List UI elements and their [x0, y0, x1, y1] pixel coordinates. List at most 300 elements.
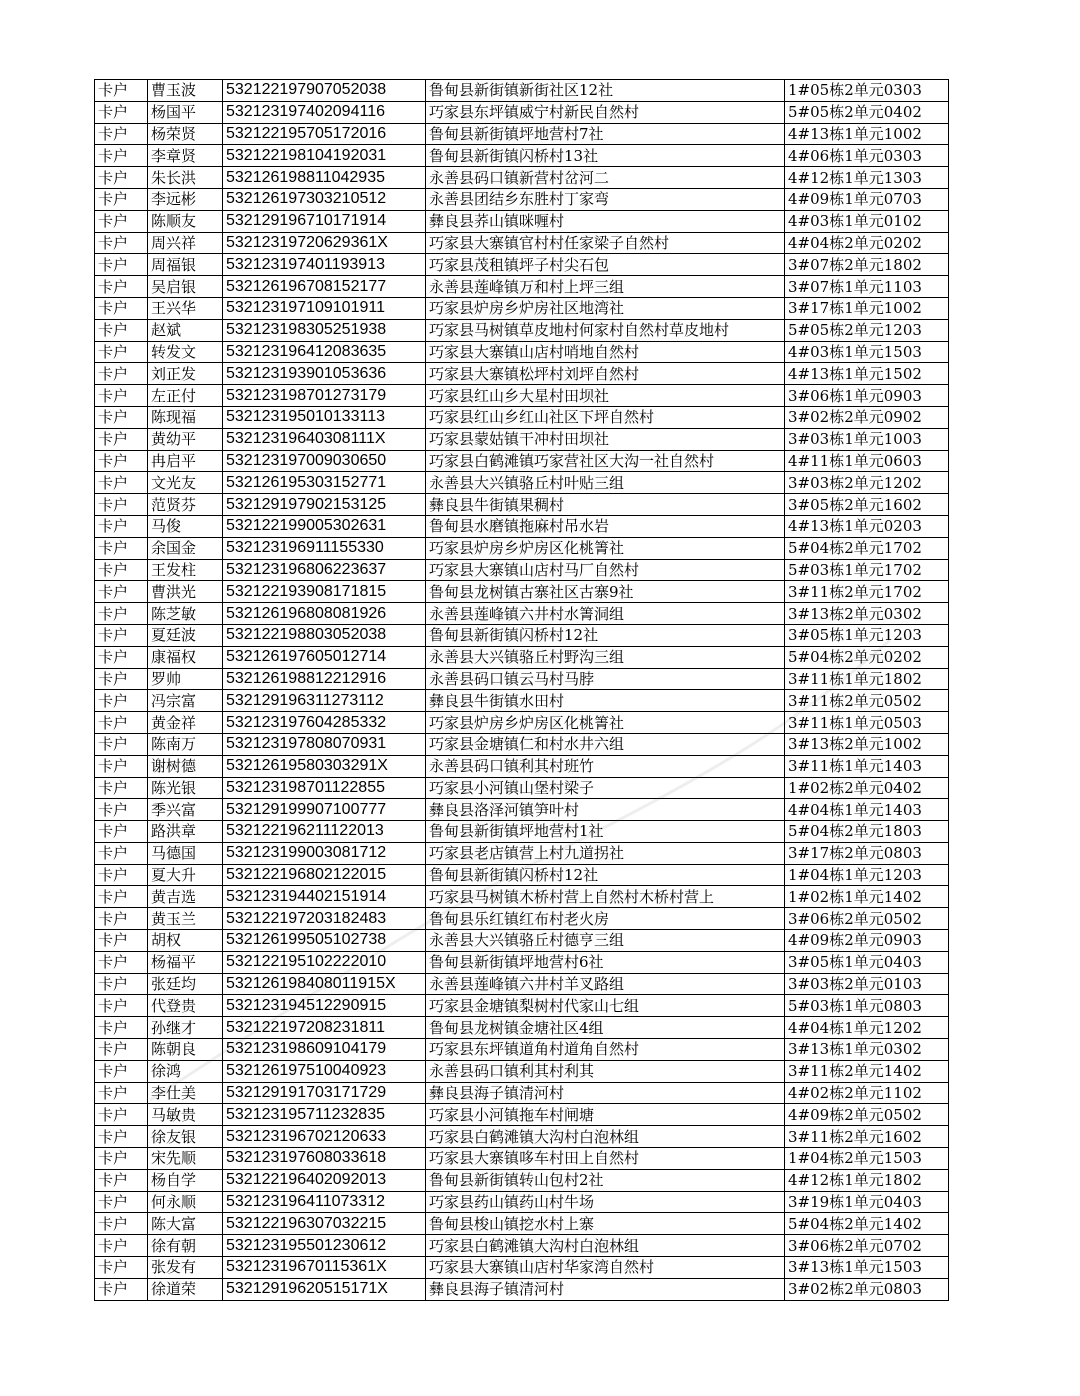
household-type-cell: 卡户 [95, 733, 148, 755]
address-cell: 巧家县大寨镇山店村华家湾自然村 [426, 1257, 785, 1279]
id-number-cell: 532129196311273112 [223, 690, 426, 712]
table-row [95, 886, 949, 908]
id-number-cell: 532123198701122855 [223, 777, 426, 799]
unit-cell: 5#05栋2单元1203 [785, 319, 949, 341]
address-cell: 鲁甸县新街镇闪桥村12社 [426, 624, 785, 646]
table-row [95, 232, 949, 254]
unit-cell: 4#13栋1单元0203 [785, 515, 949, 537]
unit-cell: 3#13栋1单元1503 [785, 1257, 949, 1279]
address-cell: 巧家县红山乡大星村田坝社 [426, 385, 785, 407]
unit-cell: 1#04栋1单元1203 [785, 864, 949, 886]
household-type-cell: 卡户 [95, 319, 148, 341]
unit-cell: 4#06栋1单元0303 [785, 145, 949, 167]
household-type-cell: 卡户 [95, 1060, 148, 1082]
unit-cell: 4#04栋1单元1202 [785, 1017, 949, 1039]
household-type-cell: 卡户 [95, 1082, 148, 1104]
table-row [95, 668, 949, 690]
table-row [95, 951, 949, 973]
household-type-cell: 卡户 [95, 385, 148, 407]
table-row [95, 101, 949, 123]
name-cell: 陈芝敏 [148, 603, 223, 625]
name-cell: 黄玉兰 [148, 908, 223, 930]
name-cell: 宋先顺 [148, 1148, 223, 1170]
unit-cell: 3#02栋2单元0803 [785, 1278, 949, 1300]
address-cell: 永善县码口镇新营村岔河二 [426, 167, 785, 189]
table-row [95, 1039, 949, 1061]
household-type-cell: 卡户 [95, 101, 148, 123]
address-cell: 彝良县牛街镇水田村 [426, 690, 785, 712]
name-cell: 张发有 [148, 1257, 223, 1279]
id-number-cell: 532123197808070931 [223, 733, 426, 755]
id-number-cell: 532122199005302631 [223, 515, 426, 537]
household-type-cell: 卡户 [95, 1235, 148, 1257]
unit-cell: 3#17栋2单元0803 [785, 842, 949, 864]
table-row [95, 1278, 949, 1300]
table-row [95, 1060, 949, 1082]
unit-cell: 1#05栋2单元0303 [785, 80, 949, 102]
address-cell: 鲁甸县龙树镇金塘社区4组 [426, 1017, 785, 1039]
id-number-cell: 532123195010133113 [223, 406, 426, 428]
name-cell: 冯宗富 [148, 690, 223, 712]
household-type-cell: 卡户 [95, 123, 148, 145]
name-cell: 杨自学 [148, 1169, 223, 1191]
name-cell: 周兴祥 [148, 232, 223, 254]
id-number-cell: 532123196911155330 [223, 537, 426, 559]
household-type-cell: 卡户 [95, 1169, 148, 1191]
household-type-cell: 卡户 [95, 472, 148, 494]
household-type-cell: 卡户 [95, 188, 148, 210]
address-cell: 永善县大兴镇骆丘村德亨三组 [426, 930, 785, 952]
table-row [95, 603, 949, 625]
name-cell: 李章贤 [148, 145, 223, 167]
address-cell: 永善县码口镇利其村利其 [426, 1060, 785, 1082]
household-type-cell: 卡户 [95, 646, 148, 668]
name-cell: 杨福平 [148, 951, 223, 973]
household-type-cell: 卡户 [95, 1191, 148, 1213]
household-type-cell: 卡户 [95, 254, 148, 276]
name-cell: 刘正发 [148, 363, 223, 385]
name-cell: 徐友银 [148, 1126, 223, 1148]
unit-cell: 3#13栋1单元0302 [785, 1039, 949, 1061]
id-number-cell: 532122196402092013 [223, 1169, 426, 1191]
table-row [95, 1257, 949, 1279]
id-number-cell: 53212319670115361X [223, 1257, 426, 1279]
unit-cell: 1#04栋2单元1503 [785, 1148, 949, 1170]
address-cell: 巧家县东坪镇威宁村新民自然村 [426, 101, 785, 123]
table-row [95, 537, 949, 559]
id-number-cell: 532126198812212916 [223, 668, 426, 690]
name-cell: 黄金祥 [148, 712, 223, 734]
name-cell: 陈南万 [148, 733, 223, 755]
table-row [95, 319, 949, 341]
unit-cell: 3#11栋1单元1403 [785, 755, 949, 777]
table-row [95, 341, 949, 363]
unit-cell: 3#03栋1单元1003 [785, 428, 949, 450]
id-number-cell: 532126198811042935 [223, 167, 426, 189]
address-cell: 巧家县马树镇木桥村营上自然村木桥村营上 [426, 886, 785, 908]
id-number-cell: 532126199505102738 [223, 930, 426, 952]
unit-cell: 3#06栋2单元0702 [785, 1235, 949, 1257]
household-type-cell: 卡户 [95, 973, 148, 995]
name-cell: 李仕美 [148, 1082, 223, 1104]
unit-cell: 3#11栋2单元0502 [785, 690, 949, 712]
household-type-cell: 卡户 [95, 799, 148, 821]
address-cell: 巧家县炉房乡炉房区化桃箐社 [426, 537, 785, 559]
household-type-cell: 卡户 [95, 80, 148, 102]
id-number-cell: 53212919620515171X [223, 1278, 426, 1300]
household-type-cell: 卡户 [95, 559, 148, 581]
name-cell: 赵斌 [148, 319, 223, 341]
unit-cell: 4#11栋1单元0603 [785, 450, 949, 472]
address-cell: 巧家县白鹤滩镇大沟村白泡林组 [426, 1235, 785, 1257]
name-cell: 夏廷波 [148, 624, 223, 646]
name-cell: 季兴富 [148, 799, 223, 821]
household-type-cell: 卡户 [95, 167, 148, 189]
unit-cell: 4#13栋1单元1502 [785, 363, 949, 385]
household-type-cell: 卡户 [95, 581, 148, 603]
household-type-cell: 卡户 [95, 842, 148, 864]
unit-cell: 3#02栋2单元0902 [785, 406, 949, 428]
address-cell: 巧家县马树镇草皮地村何家村自然村草皮地村 [426, 319, 785, 341]
name-cell: 陈顺友 [148, 210, 223, 232]
unit-cell: 3#11栋2单元1402 [785, 1060, 949, 1082]
address-cell: 巧家县小河镇拖车村闸塘 [426, 1104, 785, 1126]
name-cell: 范贤芬 [148, 494, 223, 516]
id-number-cell: 532122197208231811 [223, 1017, 426, 1039]
id-number-cell: 532126197303210512 [223, 188, 426, 210]
table-row [95, 1082, 949, 1104]
id-number-cell: 532123197401193913 [223, 254, 426, 276]
table-row [95, 80, 949, 102]
table-row [95, 1104, 949, 1126]
name-cell: 曹玉波 [148, 80, 223, 102]
id-number-cell: 532123198305251938 [223, 319, 426, 341]
household-type-cell: 卡户 [95, 1148, 148, 1170]
address-cell: 巧家县炉房乡炉房社区地湾社 [426, 297, 785, 319]
id-number-cell: 532126196708152177 [223, 276, 426, 298]
unit-cell: 5#04栋2单元1702 [785, 537, 949, 559]
unit-cell: 3#03栋2单元1202 [785, 472, 949, 494]
household-type-cell: 卡户 [95, 777, 148, 799]
table-row [95, 864, 949, 886]
address-cell: 彝良县洛泽河镇笋叶村 [426, 799, 785, 821]
household-type-cell: 卡户 [95, 232, 148, 254]
id-number-cell: 532123194402151914 [223, 886, 426, 908]
name-cell: 徐有朝 [148, 1235, 223, 1257]
address-cell: 巧家县大寨镇山店村哨地自然村 [426, 341, 785, 363]
table-row [95, 1191, 949, 1213]
unit-cell: 4#04栋1单元1403 [785, 799, 949, 821]
address-cell: 巧家县大寨镇松坪村刘坪自然村 [426, 363, 785, 385]
address-cell: 巧家县金塘镇仁和村水井六组 [426, 733, 785, 755]
id-number-cell: 53212319640308111X [223, 428, 426, 450]
unit-cell: 3#11栋2单元1602 [785, 1126, 949, 1148]
household-type-cell: 卡户 [95, 821, 148, 843]
table-row [95, 167, 949, 189]
table-row [95, 908, 949, 930]
name-cell: 马俊 [148, 515, 223, 537]
address-cell: 彝良县海子镇清河村 [426, 1082, 785, 1104]
household-type-cell: 卡户 [95, 690, 148, 712]
address-cell: 彝良县海子镇清河村 [426, 1278, 785, 1300]
id-number-cell: 532122196211122013 [223, 821, 426, 843]
unit-cell: 4#03栋1单元1503 [785, 341, 949, 363]
address-cell: 鲁甸县新街镇坪地营村1社 [426, 821, 785, 843]
unit-cell: 4#12栋1单元1303 [785, 167, 949, 189]
unit-cell: 4#13栋1单元1002 [785, 123, 949, 145]
household-type-cell: 卡户 [95, 908, 148, 930]
table-row [95, 494, 949, 516]
table-row [95, 995, 949, 1017]
address-cell: 永善县码口镇云马村马脖 [426, 668, 785, 690]
household-type-cell: 卡户 [95, 363, 148, 385]
name-cell: 路洪章 [148, 821, 223, 843]
address-cell: 巧家县白鹤滩镇巧家营社区大沟一社自然村 [426, 450, 785, 472]
id-number-cell: 532123197604285332 [223, 712, 426, 734]
household-type-cell: 卡户 [95, 145, 148, 167]
household-type-cell: 卡户 [95, 494, 148, 516]
table-row [95, 1213, 949, 1235]
table-row [95, 1126, 949, 1148]
name-cell: 左正付 [148, 385, 223, 407]
household-type-cell: 卡户 [95, 930, 148, 952]
name-cell: 文光友 [148, 472, 223, 494]
household-type-cell: 卡户 [95, 1213, 148, 1235]
id-number-cell: 532123198701273179 [223, 385, 426, 407]
id-number-cell: 532123199003081712 [223, 842, 426, 864]
address-cell: 永善县莲峰镇六井村水箐洞组 [426, 603, 785, 625]
name-cell: 夏大升 [148, 864, 223, 886]
unit-cell: 4#09栋1单元0703 [785, 188, 949, 210]
unit-cell: 5#04栋2单元1402 [785, 1213, 949, 1235]
id-number-cell: 532126195303152771 [223, 472, 426, 494]
table-row [95, 385, 949, 407]
name-cell: 张廷均 [148, 973, 223, 995]
address-cell: 鲁甸县龙树镇古寨社区古寨9社 [426, 581, 785, 603]
address-cell: 巧家县药山镇药山村牛场 [426, 1191, 785, 1213]
address-cell: 彝良县牛街镇果稠村 [426, 494, 785, 516]
household-type-cell: 卡户 [95, 537, 148, 559]
address-cell: 彝良县荞山镇咪喱村 [426, 210, 785, 232]
unit-cell: 4#09栋2单元0903 [785, 930, 949, 952]
name-cell: 余国金 [148, 537, 223, 559]
table-row [95, 1017, 949, 1039]
id-number-cell: 532122196802122015 [223, 864, 426, 886]
unit-cell: 4#09栋2单元0502 [785, 1104, 949, 1126]
name-cell: 王兴华 [148, 297, 223, 319]
id-number-cell: 532122198803052038 [223, 624, 426, 646]
household-type-cell: 卡户 [95, 995, 148, 1017]
table-row [95, 777, 949, 799]
resident-table [94, 79, 949, 1301]
address-cell: 巧家县东坪镇道角村道角自然村 [426, 1039, 785, 1061]
unit-cell: 3#03栋2单元0103 [785, 973, 949, 995]
unit-cell: 4#04栋2单元0202 [785, 232, 949, 254]
address-cell: 鲁甸县乐红镇红布村老火房 [426, 908, 785, 930]
name-cell: 谢树德 [148, 755, 223, 777]
address-cell: 鲁甸县梭山镇挖水村上寨 [426, 1213, 785, 1235]
address-cell: 巧家县大寨镇哆车村田上自然村 [426, 1148, 785, 1170]
address-cell: 鲁甸县新街镇坪地营村7社 [426, 123, 785, 145]
address-cell: 鲁甸县新街镇新街社区12社 [426, 80, 785, 102]
id-number-cell: 532126198408011915X [223, 973, 426, 995]
household-type-cell: 卡户 [95, 712, 148, 734]
unit-cell: 3#13栋2单元1002 [785, 733, 949, 755]
id-number-cell: 532122197907052038 [223, 80, 426, 102]
address-cell: 鲁甸县新街镇转山包村2社 [426, 1169, 785, 1191]
id-number-cell: 53212319720629361X [223, 232, 426, 254]
name-cell: 曹洪光 [148, 581, 223, 603]
household-type-cell: 卡户 [95, 276, 148, 298]
unit-cell: 3#13栋2单元0302 [785, 603, 949, 625]
table-row [95, 472, 949, 494]
id-number-cell: 532123196702120633 [223, 1126, 426, 1148]
address-cell: 巧家县茂租镇坪子村尖石包 [426, 254, 785, 276]
id-number-cell: 532122195705172016 [223, 123, 426, 145]
table-row [95, 799, 949, 821]
table-row [95, 254, 949, 276]
table-row [95, 1235, 949, 1257]
table-row [95, 450, 949, 472]
household-type-cell: 卡户 [95, 406, 148, 428]
address-cell: 鲁甸县新街镇闪桥村12社 [426, 864, 785, 886]
id-number-cell: 532129191703171729 [223, 1082, 426, 1104]
unit-cell: 5#04栋2单元0202 [785, 646, 949, 668]
table-row [95, 821, 949, 843]
address-cell: 巧家县金塘镇梨树村代家山七组 [426, 995, 785, 1017]
address-cell: 巧家县蒙姑镇干冲村田坝社 [426, 428, 785, 450]
household-type-cell: 卡户 [95, 341, 148, 363]
id-number-cell: 532122193908171815 [223, 581, 426, 603]
unit-cell: 3#11栋2单元1702 [785, 581, 949, 603]
name-cell: 胡权 [148, 930, 223, 952]
id-number-cell: 532123194512290915 [223, 995, 426, 1017]
table-body [95, 80, 949, 1301]
name-cell: 孙继才 [148, 1017, 223, 1039]
id-number-cell: 532122196307032215 [223, 1213, 426, 1235]
table-row [95, 973, 949, 995]
unit-cell: 3#05栋2单元1602 [785, 494, 949, 516]
table-row [95, 559, 949, 581]
household-type-cell: 卡户 [95, 668, 148, 690]
name-cell: 陈现福 [148, 406, 223, 428]
household-type-cell: 卡户 [95, 1017, 148, 1039]
id-number-cell: 532126197510040923 [223, 1060, 426, 1082]
address-cell: 永善县码口镇利其村班竹 [426, 755, 785, 777]
address-cell: 巧家县炉房乡炉房区化桃箐社 [426, 712, 785, 734]
unit-cell: 3#07栋2单元1802 [785, 254, 949, 276]
name-cell: 吴启银 [148, 276, 223, 298]
table-row [95, 188, 949, 210]
name-cell: 陈朝良 [148, 1039, 223, 1061]
name-cell: 黄幼平 [148, 428, 223, 450]
address-cell: 鲁甸县新街镇坪地营村6社 [426, 951, 785, 973]
unit-cell: 1#02栋2单元0402 [785, 777, 949, 799]
household-type-cell: 卡户 [95, 603, 148, 625]
unit-cell: 3#17栋1单元1002 [785, 297, 949, 319]
table-row [95, 842, 949, 864]
name-cell: 陈光银 [148, 777, 223, 799]
address-cell: 永善县大兴镇骆丘村叶贴三组 [426, 472, 785, 494]
id-number-cell: 532122195102222010 [223, 951, 426, 973]
name-cell: 何永顺 [148, 1191, 223, 1213]
address-cell: 鲁甸县新街镇闪桥村13社 [426, 145, 785, 167]
name-cell: 康福权 [148, 646, 223, 668]
household-type-cell: 卡户 [95, 428, 148, 450]
table-row [95, 646, 949, 668]
id-number-cell: 532123198609104179 [223, 1039, 426, 1061]
unit-cell: 5#03栋1单元0803 [785, 995, 949, 1017]
unit-cell: 1#02栋1单元1402 [785, 886, 949, 908]
household-type-cell: 卡户 [95, 864, 148, 886]
address-cell: 永善县团结乡东胜村丁家弯 [426, 188, 785, 210]
name-cell: 黄吉选 [148, 886, 223, 908]
unit-cell: 5#03栋1单元1702 [785, 559, 949, 581]
household-type-cell: 卡户 [95, 210, 148, 232]
unit-cell: 3#06栋1单元0903 [785, 385, 949, 407]
id-number-cell: 532129196710171914 [223, 210, 426, 232]
id-number-cell: 532123193901053636 [223, 363, 426, 385]
unit-cell: 3#11栋1单元1802 [785, 668, 949, 690]
table-row [95, 297, 949, 319]
unit-cell: 4#03栋1单元0102 [785, 210, 949, 232]
table-row [95, 755, 949, 777]
address-cell: 巧家县白鹤滩镇大沟村白泡林组 [426, 1126, 785, 1148]
address-cell: 永善县莲峰镇六井村羊叉路组 [426, 973, 785, 995]
table-row [95, 276, 949, 298]
name-cell: 转发文 [148, 341, 223, 363]
name-cell: 李远彬 [148, 188, 223, 210]
table-row [95, 581, 949, 603]
table-row [95, 624, 949, 646]
address-cell: 永善县莲峰镇万和村上坪三组 [426, 276, 785, 298]
address-cell: 永善县大兴镇骆丘村野沟三组 [426, 646, 785, 668]
unit-cell: 3#07栋1单元1103 [785, 276, 949, 298]
unit-cell: 5#04栋2单元1803 [785, 821, 949, 843]
household-type-cell: 卡户 [95, 1257, 148, 1279]
id-number-cell: 53212619580303291X [223, 755, 426, 777]
household-type-cell: 卡户 [95, 886, 148, 908]
id-number-cell: 532122198104192031 [223, 145, 426, 167]
household-type-cell: 卡户 [95, 1104, 148, 1126]
name-cell: 罗帅 [148, 668, 223, 690]
id-number-cell: 532129199907100777 [223, 799, 426, 821]
unit-cell: 3#05栋1单元0403 [785, 951, 949, 973]
name-cell: 代登贵 [148, 995, 223, 1017]
table-row [95, 733, 949, 755]
unit-cell: 3#06栋2单元0502 [785, 908, 949, 930]
table-row [95, 428, 949, 450]
table-row [95, 145, 949, 167]
unit-cell: 3#05栋1单元1203 [785, 624, 949, 646]
table-row [95, 406, 949, 428]
table-row [95, 1169, 949, 1191]
unit-cell: 5#05栋2单元0402 [785, 101, 949, 123]
household-type-cell: 卡户 [95, 624, 148, 646]
household-type-cell: 卡户 [95, 1278, 148, 1300]
table-row [95, 690, 949, 712]
household-type-cell: 卡户 [95, 450, 148, 472]
unit-cell: 3#11栋1单元0503 [785, 712, 949, 734]
table-row [95, 1148, 949, 1170]
name-cell: 冉启平 [148, 450, 223, 472]
name-cell: 周福银 [148, 254, 223, 276]
id-number-cell: 532122197203182483 [223, 908, 426, 930]
table-row [95, 515, 949, 537]
id-number-cell: 532123196806223637 [223, 559, 426, 581]
household-type-cell: 卡户 [95, 297, 148, 319]
table-row [95, 363, 949, 385]
